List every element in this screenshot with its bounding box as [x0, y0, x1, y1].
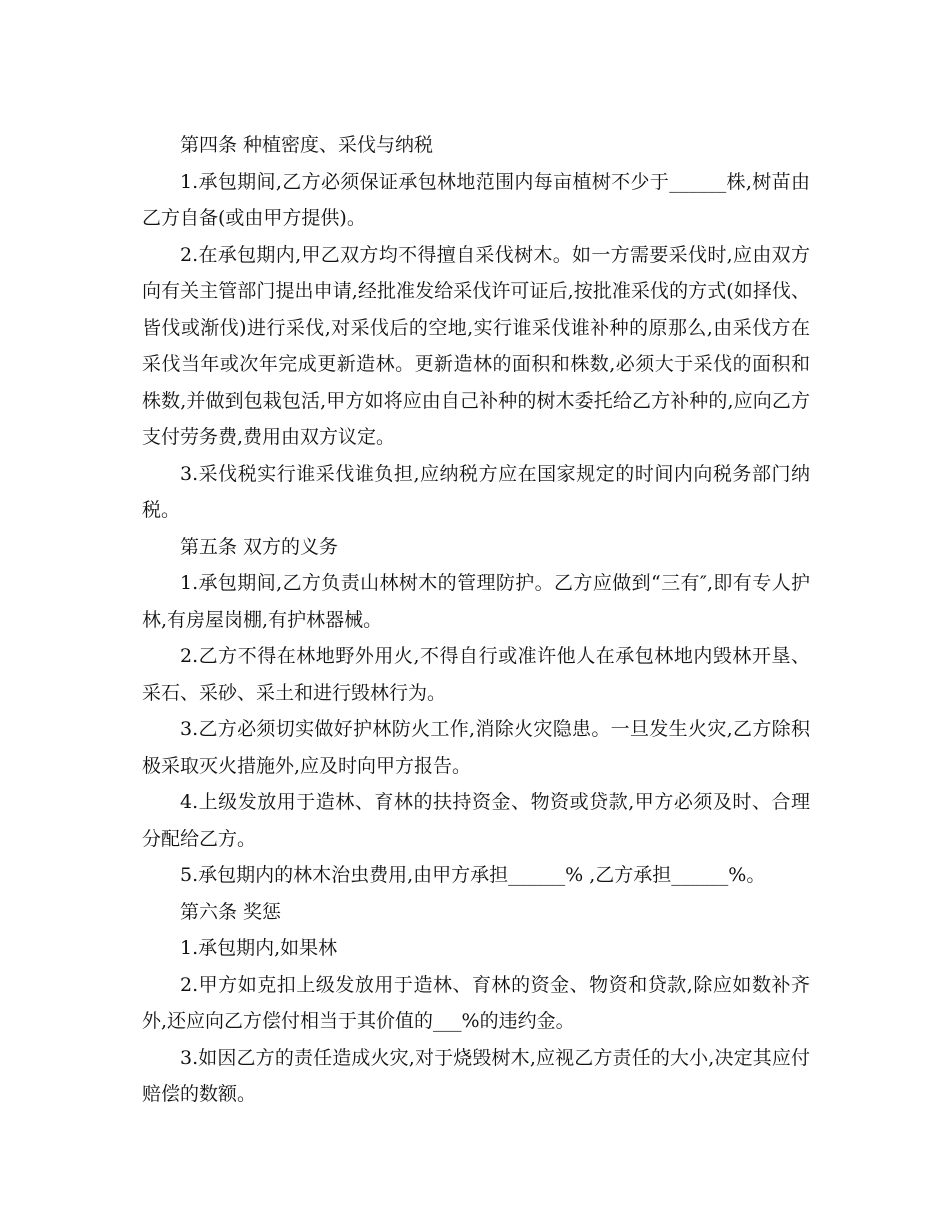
- article-5-item-4: 4.上级发放用于造林、育林的扶持资金、物资或贷款,甲方必须及时、合理分配给乙方。: [142, 791, 810, 850]
- article-6-item-3: 3.如因乙方的责任造成火灾,对于烧毁树木,应视乙方责任的大小,决定其应付赔偿的数额。: [142, 1046, 810, 1105]
- article-4-item-2: 2.在承包期内,甲乙双方均不得擅自采伐树木。如一方需要采伐时,应由双方向有关主管部门提出申请,经批准发给采伐许可证后,按批准采伐的方式(如择伐、皆伐或渐伐)进行采伐,对采伐后的空地,实行谁采伐谁补种的原那么,由采伐方在采伐当年或次年完成更新造林。更新造林的面积和株数,必须大于采伐的面积和株数,并做到包栽包活,甲方如将应由自己补种的树木委托给乙方补种的,应向乙方支付劳务费,费用由双方议定。: [142, 243, 810, 448]
- article-5-item-5: 5.承包期内的林木治虫费用,由甲方承担______% ,乙方承担______%。: [180, 864, 766, 886]
- article-6-heading: 第六条 奖惩: [180, 900, 282, 923]
- article-5-item-1: 1.承包期间,乙方负责山林树木的管理防护。乙方应做到“三有″,即有专人护林,有房屋岗棚,有护林器械。: [142, 572, 810, 631]
- article-4-heading: 第四条 种植密度、采伐与纳税: [180, 134, 434, 156]
- article-4-item-1: 1.承包期间,乙方必须保证承包林地范围内每亩植树不少于______株,树苗由乙方自备(或由甲方提供)。: [142, 170, 810, 229]
- article-6-item-1: 1.承包期内,如果林: [180, 937, 338, 959]
- article-5-item-2: 2.乙方不得在林地野外用火,不得自行或准许他人在承包林地内毁林开垦、采石、采砂、采土和进行毁林行为。: [142, 645, 810, 704]
- article-5-item-3: 3.乙方必须切实做好护林防火工作,消除火灾隐患。一旦发生火灾,乙方除积极采取灭火措施外,应及时向甲方报告。: [142, 718, 810, 777]
- article-5-heading: 第五条 双方的义务: [180, 535, 339, 558]
- article-4-item-3: 3.采伐税实行谁采伐谁负担,应纳税方应在国家规定的时间内向税务部门纳税。: [142, 462, 810, 521]
- article-6-item-2: 2.甲方如克扣上级发放用于造林、育林的资金、物资和贷款,除应如数补齐外,还应向乙方偿付相当于其价值的___%的违约金。: [142, 973, 810, 1032]
